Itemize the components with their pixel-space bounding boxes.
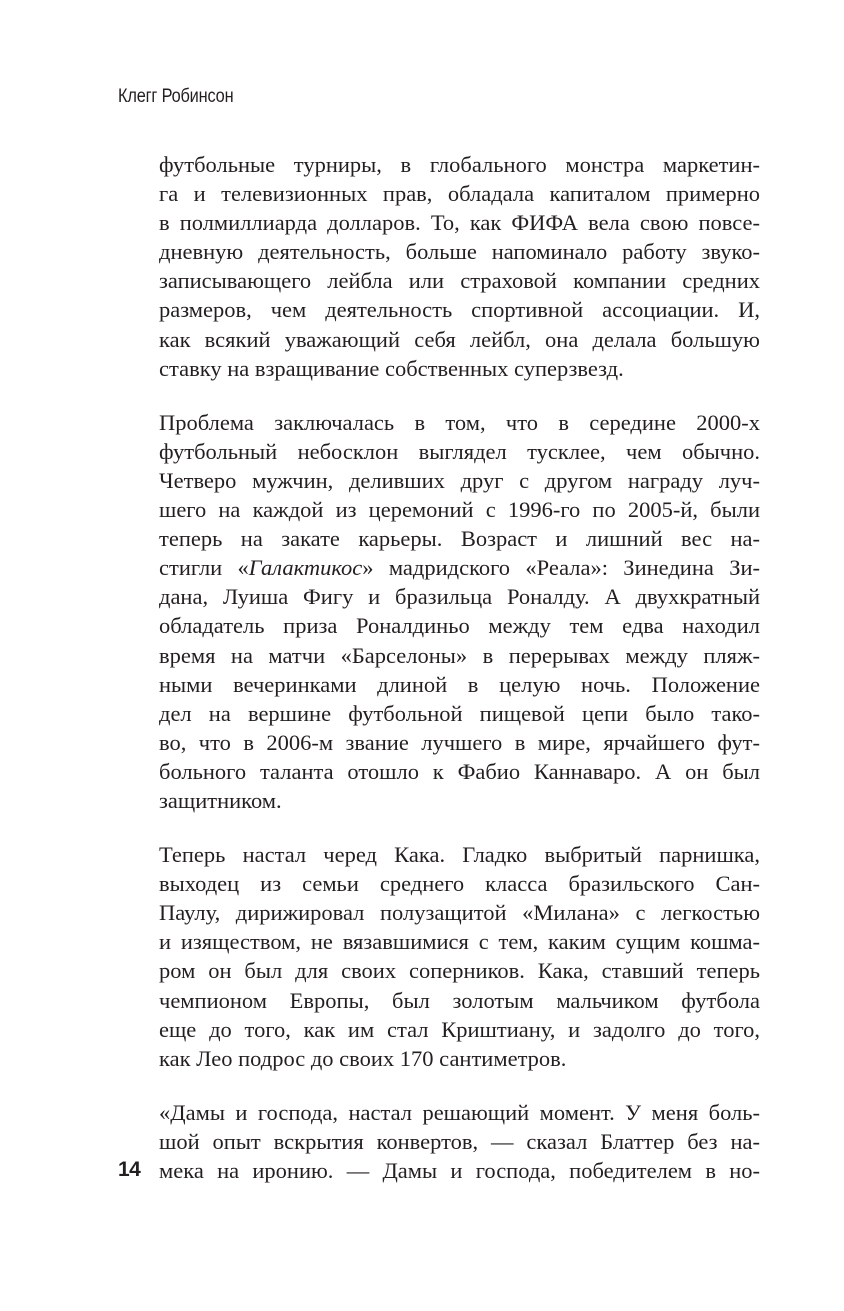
text-line: дана, Луиша Фигу и бразильца Роналду. А двухкратный bbox=[159, 584, 760, 610]
text-line: записывающего лейбла или страховой компании средних bbox=[159, 268, 760, 294]
text-fragment: стигли « bbox=[159, 555, 249, 581]
italic-term: Галактикос bbox=[248, 555, 363, 581]
text-line: и изяществом, не вязавшимися с тем, каким сущим кошма- bbox=[159, 929, 760, 955]
text-line: Проблема заключалась в том, что в середине 2000-х bbox=[159, 409, 760, 435]
paragraph-3 bbox=[159, 840, 760, 1073]
text-line: больного таланта отошло к Фабио Каннаваро. А он был bbox=[159, 758, 760, 784]
text-line: ром он был для своих соперников. Кака, ставший теперь bbox=[159, 958, 760, 984]
text-line: время на матчи «Барселоны» в перерывах между пляж- bbox=[159, 642, 760, 668]
text-line: футбольный небосклон выглядел тусклее, чем обычно. bbox=[159, 438, 760, 464]
text-line: Теперь настал черед Кака. Гладко выбритый парнишка, bbox=[159, 842, 760, 868]
text-line bbox=[159, 553, 760, 582]
text-line: га и телевизионных прав, обладала капиталом примерно bbox=[159, 181, 760, 207]
text-line: Паулу, дирижировал полузащитой «Милана» с легкостью bbox=[159, 900, 760, 926]
text-line: защитником. bbox=[159, 787, 282, 813]
text-line: теперь на закате карьеры. Возраст и лишний вес на- bbox=[159, 526, 760, 552]
text-line: дел на вершине футбольной пищевой цепи было тако- bbox=[159, 700, 760, 726]
running-head: Клегг Робинсон bbox=[118, 86, 234, 107]
text-line: еще до того, как им стал Криштиану, и задолго до того, bbox=[159, 1016, 760, 1042]
text-line: мека на иронию. — Дамы и господа, победителем в но- bbox=[159, 1158, 760, 1183]
text-line: футбольные турниры, в глобального монстра маркетин- bbox=[159, 152, 760, 177]
paragraph-2 bbox=[159, 408, 760, 815]
text-line: дневную деятельность, больше напоминало работу звуко- bbox=[159, 239, 760, 265]
page-number: 14 bbox=[118, 1158, 141, 1181]
paragraph-4 bbox=[159, 1098, 760, 1185]
text-line: шой опыт вскрытия конвертов, — сказал Блаттер без на- bbox=[159, 1128, 760, 1154]
text-fragment: » мадридского «Реала»: Зинедина Зи- bbox=[362, 555, 760, 581]
text-line: Четверо мужчин, деливших друг с другом награду луч- bbox=[159, 467, 760, 493]
text-line: как всякий уважающий себя лейбл, она делала большую bbox=[159, 326, 760, 352]
paragraph-1 bbox=[159, 150, 760, 383]
text-line: как Лео подрос до своих 170 сантиметров. bbox=[159, 1045, 567, 1071]
text-line: во, что в 2006-м звание лучшего в мире, ярчайшего фут- bbox=[159, 729, 760, 755]
text-line: «Дамы и господа, настал решающий момент. У меня боль- bbox=[159, 1099, 760, 1125]
text-line: ными вечеринками длиной в целую ночь. Положение bbox=[159, 671, 760, 697]
text-line: обладатель приза Роналдиньо между тем едва находил bbox=[159, 613, 760, 639]
body-text bbox=[159, 150, 760, 1210]
text-line: размеров, чем деятельность спортивной ассоциации. И, bbox=[159, 297, 760, 323]
text-line: чемпионом Европы, был золотым мальчиком футбола bbox=[159, 987, 760, 1013]
text-line: ставку на взращивание собственных суперзвезд. bbox=[159, 355, 624, 381]
text-line: шего на каждой из церемоний с 1996-го по 2005-й, были bbox=[159, 497, 760, 523]
text-line: выходец из семьи среднего класса бразильского Сан- bbox=[159, 871, 760, 897]
text-line: в полмиллиарда долларов. То, как ФИФА вела свою повсе- bbox=[159, 210, 760, 236]
